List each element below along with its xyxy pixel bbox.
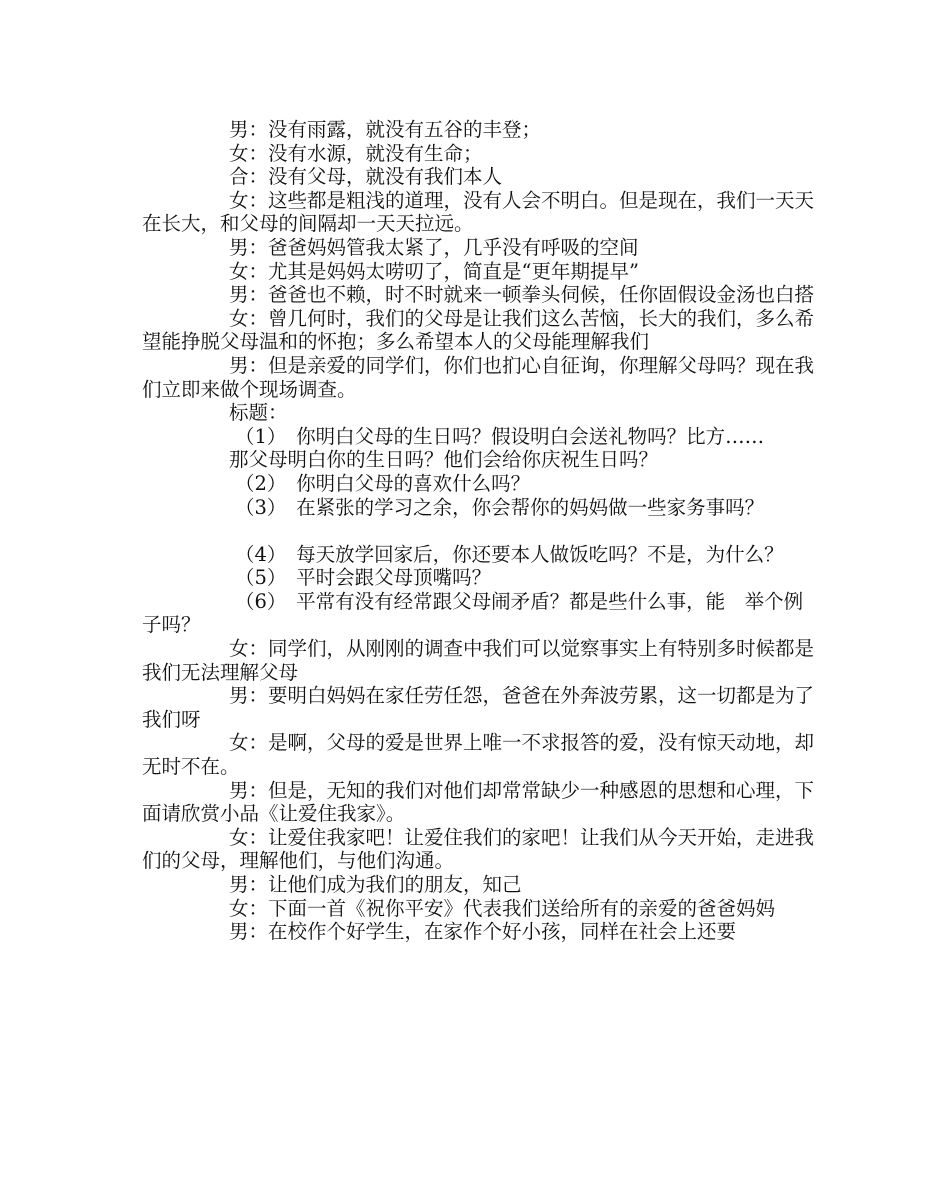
survey-question: （2） 你明白父母的喜欢什么吗？ [235,471,531,495]
paragraph: 男：在校作个好学生，在家作个好小孩，同样在社会上还要 [229,920,737,944]
survey-question: （5） 平时会跟父母顶嘴吗？ [235,566,492,590]
blank-line [142,519,822,543]
survey-question: （3） 在紧张的学习之余，你会帮你的妈妈做一些家务事吗？ [235,495,765,519]
paragraph: 男：让他们成为我们的朋友，知己 [229,873,522,896]
paragraph: 女：同学们，从刚刚的调查中我们可以觉察事实上有特别多时候都是我们无法理解父母 [142,637,815,684]
survey-question: 那父母明白你的生日吗？他们会给你庆祝生日吗？ [229,448,659,472]
survey-question: （4） 每天放学回家后，你还要本人做饭吃吗？不是，为什么？ [235,542,784,566]
paragraph: 合：没有父母，就没有我们本人 [229,165,503,189]
paragraph: 女：让爱住我家吧！让爱住我们的家吧！让我们从今天开始，走进我们的父母，理解他们，与他们沟通。 [142,825,815,873]
paragraph: 男：但是亲爱的同学们，你们也扪心自征询，你理解父母吗？现在我们立即来做个现场调查。 [142,353,815,401]
body-text [142,118,822,944]
paragraph: 男：要明白妈妈在家任劳任怨，爸爸在外奔波劳累，这一切都是为了我们呀 [142,684,815,731]
paragraph: 女：下面一首《祝你平安》代表我们送给所有的亲爱的爸爸妈妈 [229,896,776,920]
paragraph: 男：爸爸也不赖，时不时就来一顿拳头伺候，任你固假设金汤也白搭 [229,283,815,307]
paragraph: 女：曾几何时，我们的父母是让我们这么苦恼，长大的我们，多么希望能挣脱父母温和的怀抱；多么希望本人的父母能理解我们 [142,306,815,354]
paragraph: 男：但是，无知的我们对他们却常常缺少一种感恩的思想和心理，下面请欣赏小品《让爱住我家》。 [142,778,815,826]
paragraph: 女：没有水源，就没有生命； [229,141,483,165]
paragraph: 男：没有雨露，就没有五谷的丰登； [229,118,542,141]
paragraph: 女：尤其是妈妈太唠叨了，简直是“更年期提早” [229,259,639,283]
paragraph: 女：这些都是粗浅的道理，没有人会不明白。但是现在，我们一天天在长大，和父母的间隔却一天天拉远。 [142,188,815,236]
paragraph: 男：爸爸妈妈管我太紧了，几乎没有呼吸的空间 [229,235,639,259]
paragraph: 女：是啊，父母的爱是世界上唯一不求报答的爱，没有惊天动地，却无时不在。 [142,731,815,779]
section-heading: 标题： [229,401,288,425]
survey-question: （6） 平常有没有经常跟父母闹矛盾？都是些什么事，能 举个例子吗？ [142,589,804,637]
survey-question: （1） 你明白父母的生日吗？假设明白会送礼物吗？比方…… [235,424,765,448]
